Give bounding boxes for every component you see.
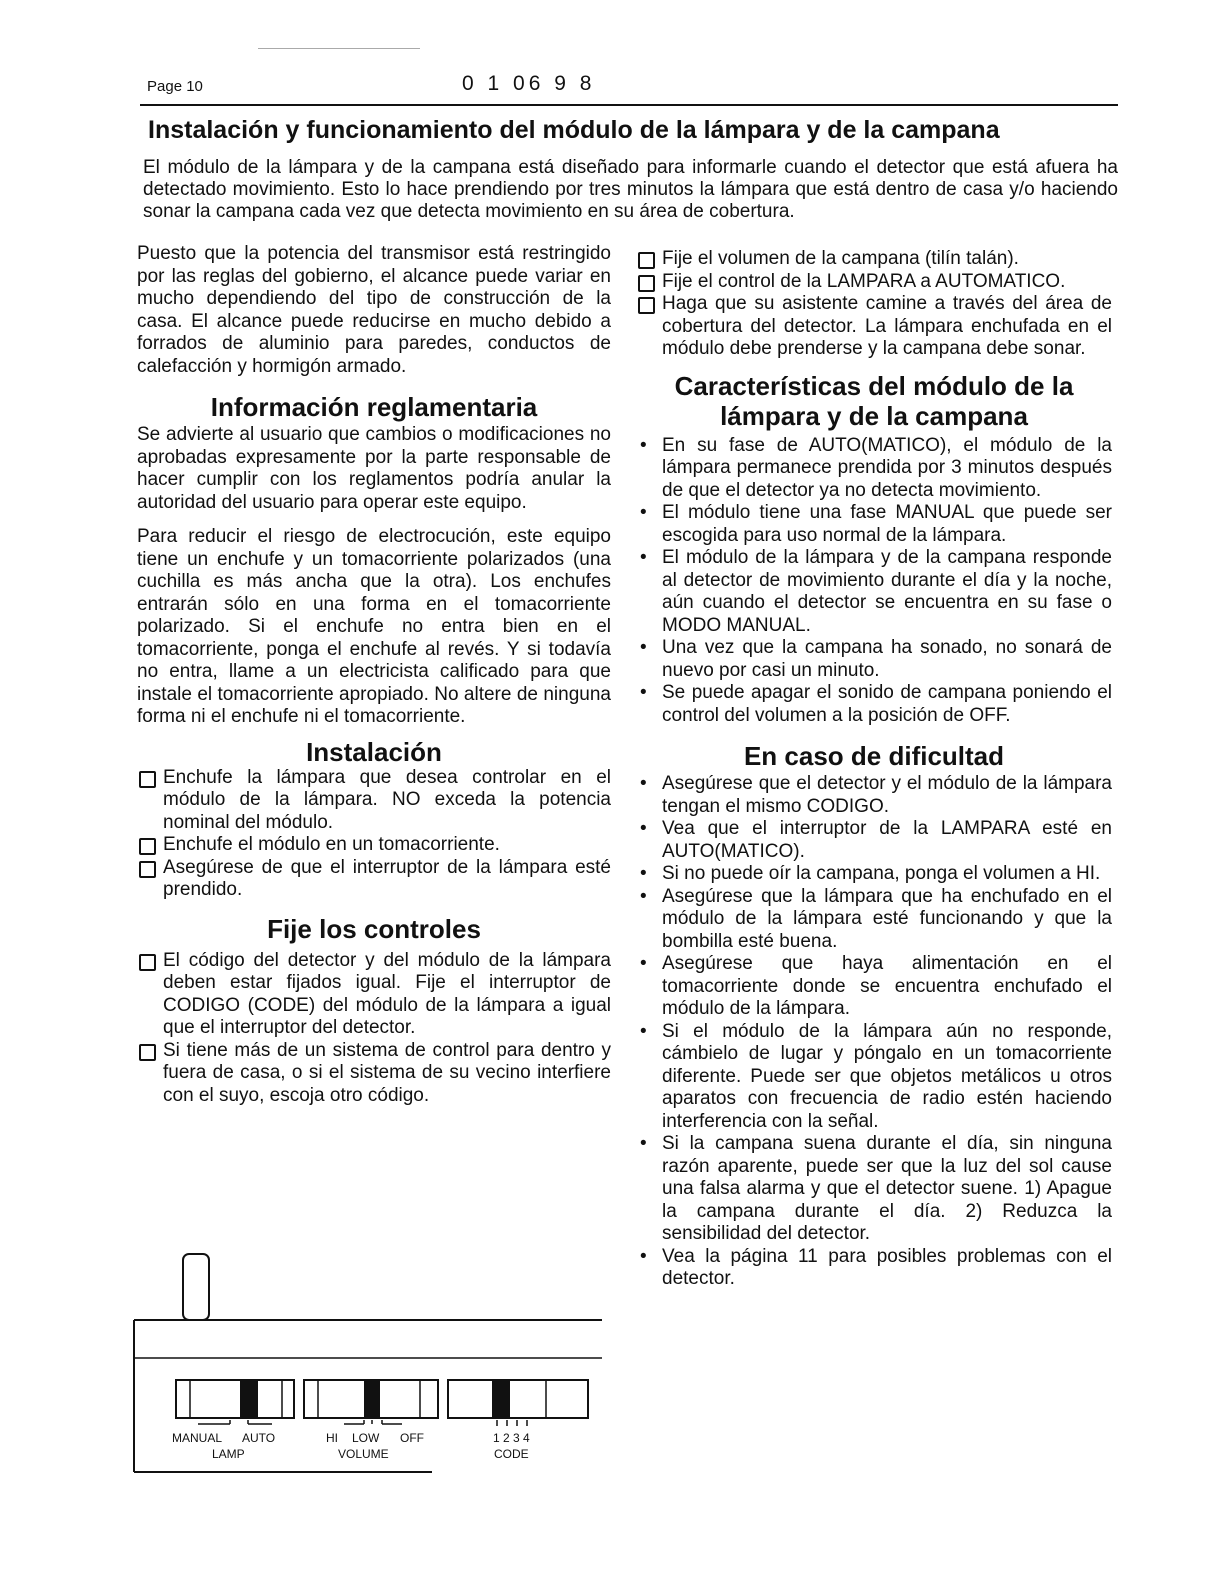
regulatory-paragraph-1: Se advierte al usuario que cambios o modificaciones no aprobadas expresamente por la parte responsable de hacer cumplir con los reglamentos podría anular la autoridad del usuario para operar este equipo.	[137, 424, 611, 513]
regulatory-heading: Información reglamentaria	[210, 392, 538, 422]
volume-low-label: LOW	[352, 1431, 380, 1445]
volume-switch[interactable]	[304, 1380, 438, 1424]
right-column	[636, 248, 1112, 1291]
control-panel-diagram	[132, 1250, 604, 1480]
features-heading-line2: lámpara y de la campana	[720, 400, 1028, 431]
volume-label: VOLUME	[338, 1447, 389, 1461]
test-steps-list	[636, 248, 1112, 361]
feature-item: • En su fase de AUTO(MATICO), el módulo de la lámpara permanece prendida por 3 minutos después de que el detector ya no detecta movimiento.	[636, 435, 1112, 503]
controls-list	[137, 950, 611, 1108]
feature-item: • Una vez que la campana ha sonado, no sonará de nuevo por casi un minuto.	[636, 637, 1112, 682]
troubleshooting-item: • Si el módulo de la lámpara aún no responde, cámbielo de lugar y póngalo en un tomacorriente diferente. Puede ser que objetos metálicos u otros aparatos con frecuencia de radio estén haciendo interferencia con la señal.	[636, 1021, 1112, 1134]
lamp-manual-label: MANUAL	[172, 1431, 223, 1445]
regulatory-paragraph-2: Para reducir el riesgo de electrocución, este equipo tiene un enchufe y un tomacorriente polarizados (una cuchilla es más ancha que la otra). Los enchufes entrarán sólo en una forma en el tomacorriente polarizado. Si el enchufe no entra bien en el tomacorriente, ponga el enchufe al revés. Y si todavía no entra, llame a un electricista calificado para que instale el tomacorriente apropiado. No altere de ninguna forma ni el enchufe ni el tomacorriente.	[137, 526, 611, 727]
controls-item: Si tiene más de un sistema de control para dentro y fuera de casa, o si el sistema de su vecino interfiere con el suyo, escoja otro código.	[137, 1040, 611, 1108]
page-number-label: Page 10	[147, 78, 203, 95]
test-step-item: Haga que su asistente camine a través del área de cobertura del detector. La lámpara enchufada en el módulo debe prenderse y la campana debe sonar.	[636, 293, 1112, 361]
installation-item: Asegúrese de que el interruptor de la lámpara esté prendido.	[137, 857, 611, 902]
troubleshooting-item: • Asegúrese que la lámpara que ha enchufado en el módulo de la lámpara esté funcionando y que la bombilla esté buena.	[636, 886, 1112, 954]
troubleshooting-item: • Si la campana suena durante el día, sin ninguna razón aparente, puede ser que la luz del sol cause una falsa alarma y que el detector suene. 1) Apague la campana durante el día. 2) Reduzca la sensibilidad del detector.	[636, 1133, 1112, 1246]
troubleshooting-item: • Si no puede oír la campana, ponga el volumen a HI.	[636, 863, 1112, 886]
control-panel-drawing	[132, 1250, 604, 1480]
installation-heading: Instalación	[306, 736, 442, 767]
page-title: Instalación y funcionamiento del módulo de la lámpara y de la campana	[148, 116, 1000, 144]
header-faint-rule	[258, 48, 420, 49]
troubleshooting-list	[636, 773, 1112, 1291]
controls-heading: Fije los controles	[267, 913, 481, 944]
feature-item: • Se puede apagar el sonido de campana poniendo el control del volumen a la posición de OFF.	[636, 682, 1112, 727]
controls-item: El código del detector y del módulo de la lámpara deben estar fijados igual. Fije el interruptor de CODIGO (CODE) del módulo de la lámpara a igual que el interruptor del detector.	[137, 950, 611, 1040]
header-rule	[140, 104, 1118, 106]
installation-list	[137, 767, 611, 902]
feature-item: • El módulo de la lámpara y de la campana responde al detector de movimiento durante el día y la noche, aún cuando el detector se encuentra en su fase o MODO MANUAL.	[636, 547, 1112, 637]
code-switch[interactable]	[448, 1380, 588, 1426]
range-paragraph: Puesto que la potencia del transmisor está restringido por las reglas del gobierno, el alcance puede variar en mucho dependiendo del tipo de construcción de la casa. El alcance puede reducirse en mucho debido a forrados de aluminio para paredes, conductos de calefacción y hormigón armado.	[137, 243, 611, 377]
troubleshooting-item: • Vea la página 11 para posibles problemas con el detector.	[636, 1246, 1112, 1291]
code-numbers-label: 1 2 3 4	[493, 1431, 530, 1445]
lamp-auto-label: AUTO	[242, 1431, 276, 1445]
volume-off-label: OFF	[400, 1431, 424, 1445]
code-label: CODE	[494, 1447, 529, 1461]
lamp-label: LAMP	[212, 1447, 245, 1461]
features-list	[636, 435, 1112, 728]
troubleshooting-item: • Asegúrese que el detector y el módulo de la lámpara tengan el mismo CODIGO.	[636, 773, 1112, 818]
installation-item: Enchufe la lámpara que desea controlar en el módulo de la lámpara. NO exceda la potencia nominal del módulo.	[137, 767, 611, 835]
test-step-item: Fije el control de la LAMPARA a AUTOMATICO.	[636, 271, 1112, 294]
feature-item: • El módulo tiene una fase MANUAL que puede ser escogida para uso normal de la lámpara.	[636, 502, 1112, 547]
antenna-shape	[183, 1254, 209, 1320]
intro-paragraph: El módulo de la lámpara y de la campana está diseñado para informarle cuando el detector que está afuera ha detectado movimiento. Esto lo hace prendiendo por tres minutos la lámpara que está dentro de casa y/o haciendo sonar la campana cada vez que detecta movimiento en su área de cobertura.	[143, 157, 1118, 222]
troubleshooting-item: • Asegúrese que haya alimentación en el tomacorriente donde se encuentra enchufado el módulo de la lámpara.	[636, 953, 1112, 1021]
troubleshooting-item: • Vea que el interruptor de la LAMPARA esté en AUTO(MATICO).	[636, 818, 1112, 863]
troubleshooting-heading: En caso de dificultad	[743, 741, 1005, 771]
left-column	[137, 243, 611, 1107]
features-heading	[636, 371, 1112, 431]
volume-hi-label: HI	[326, 1431, 338, 1445]
test-step-item: Fije el volumen de la campana (tilín talán).	[636, 248, 1112, 271]
document-number: 0 1 06 9 8	[462, 72, 596, 95]
features-heading-line1: Características del módulo de la	[674, 370, 1074, 401]
lamp-switch[interactable]	[176, 1380, 294, 1424]
installation-item: Enchufe el módulo en un tomacorriente.	[137, 834, 611, 857]
